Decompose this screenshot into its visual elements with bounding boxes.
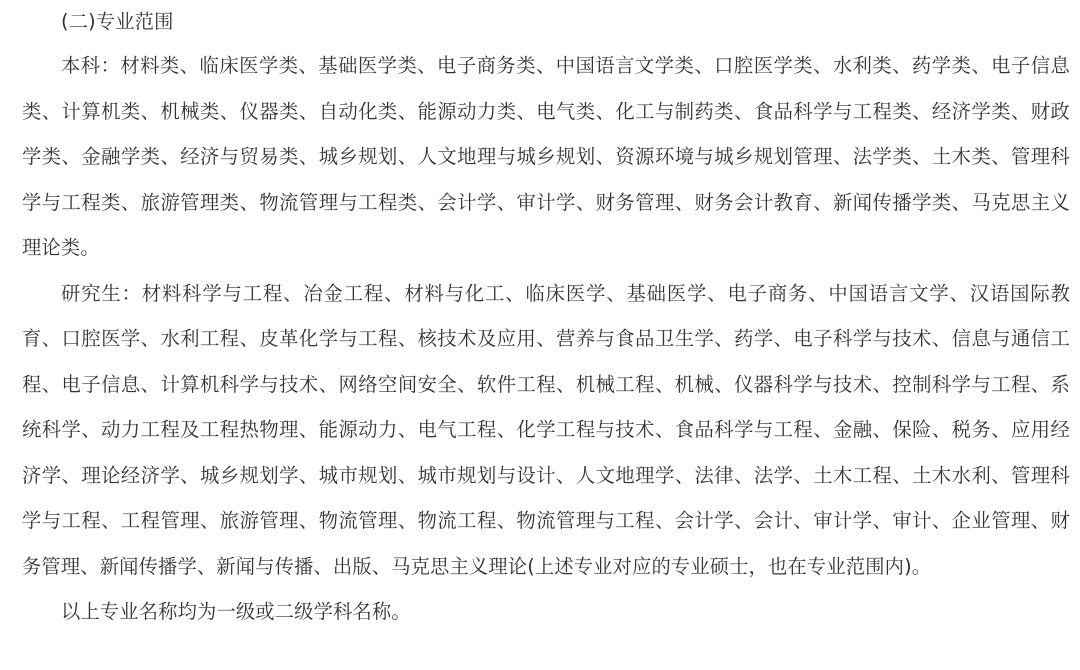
note-paragraph: 以上专业名称均为一级或二级学科名称。 [61,600,411,623]
graduate-majors-paragraph: 研究生：材料科学与工程、冶金工程、材料与化工、临床医学、基础医学、电子商务、中国语言文学、汉语国际教育、口腔医学、水利工程、皮革化学与工程、核技术及应用、营养与食品卫生学、药学、电子科学与技术、信息与通信工程、电子信息、计算机科学与技术、网络空间安全、软件工程、机械工程、机械、仪器科学与技术、控制科学与工程、系统科学、动力工程及工程热物理、能源动力、电气工程、化学工程与技术、食品科学与工程、金融、保险、税务、应用经济学、理论经济学、城乡规划学、城市规划、城市规划与设计、人文地理学、法律、法学、土木工程、土木水利、管理科学与工程、工程管理、旅游管理、物流管理、物流工程、物流管理与工程、会计学、会计、审计学、审计、企业管理、财务管理、新闻传播学、新闻与传播、出版、马克思主义理论(上述专业对应的专业硕士，也在专业范围内)。 [22,281,1070,578]
section-heading: (二)专业范围 [61,10,174,33]
document-body [22,0,1070,635]
undergraduate-majors-paragraph: 本科：材料类、临床医学类、基础医学类、电子商务类、中国语言文学类、口腔医学类、水利类、药学类、电子信息类、计算机类、机械类、仪器类、自动化类、能源动力类、电气类、化工与制药类、食品科学与工程类、经济学类、财政学类、金融学类、经济与贸易类、城乡规划、人文地理与城乡规划、资源环境与城乡规划管理、法学类、土木类、管理科学与工程类、旅游管理类、物流管理与工程类、会计学、审计学、财务管理、财务会计教育、新闻传播学类、马克思主义理论类。 [22,54,1070,259]
